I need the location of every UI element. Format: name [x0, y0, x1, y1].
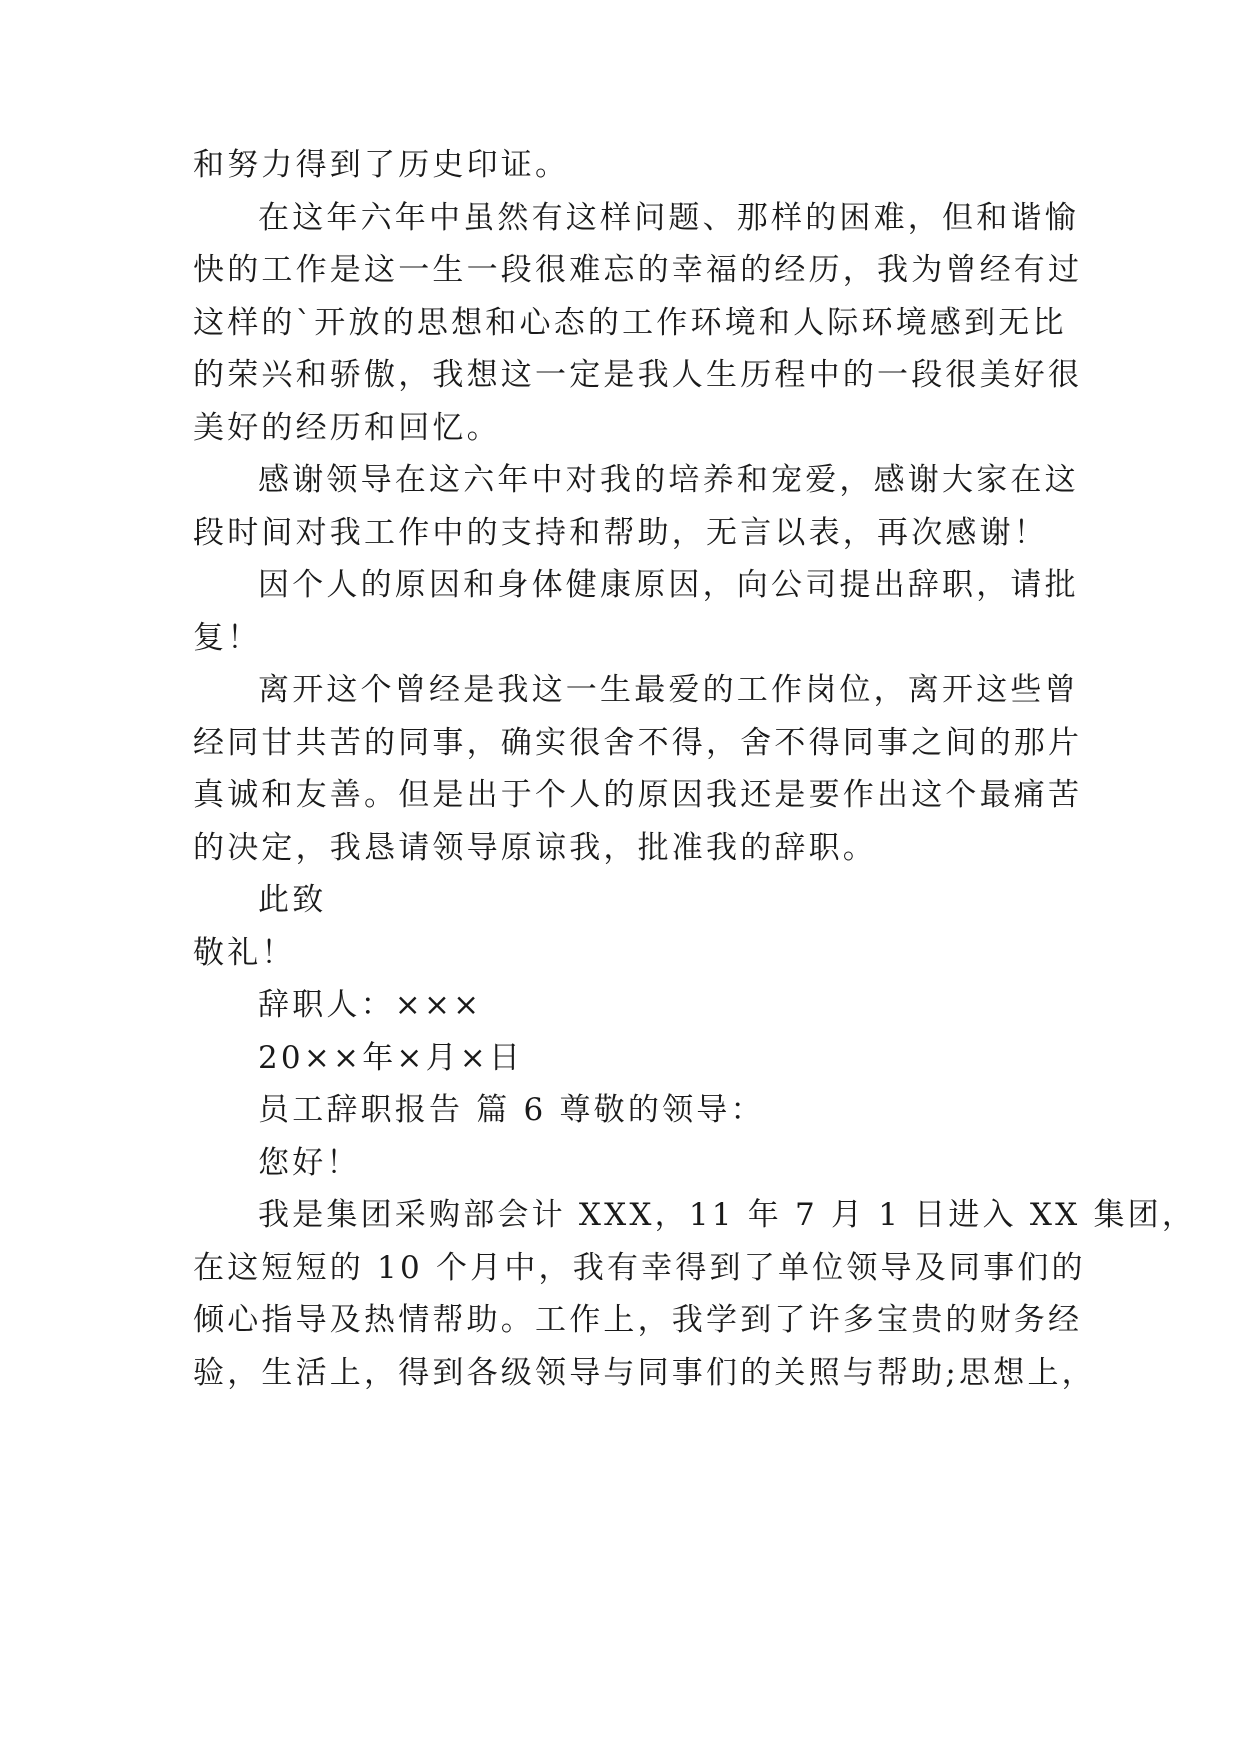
section-heading: 员工辞职报告 篇 6 尊敬的领导： [258, 1092, 765, 1128]
text-line: 在这短短的 10 个月中，我有幸得到了单位领导及同事们的 [193, 1250, 1086, 1286]
text-line: 快的工作是这一生一段很难忘的幸福的经历，我为曾经有过 [193, 252, 1083, 288]
text-line: 经同甘共苦的同事，确实很舍不得，舍不得同事之间的那片 [193, 725, 1083, 761]
text-line: 这样的`开放的思想和心态的工作环境和人际环境感到无比 [193, 305, 1067, 341]
greeting: 您好！ [258, 1145, 361, 1181]
signature-date: 20××年×月×日 [258, 1040, 524, 1076]
signature-name: 辞职人：××× [258, 987, 483, 1023]
text-line: 在这年六年中虽然有这样问题、那样的困难，但和谐愉 [258, 200, 1079, 236]
text-line: 我是集团采购部会计 XXX，11 年 7 月 1 日进入 XX 集团， [258, 1197, 1197, 1233]
text-line: 感谢领导在这六年中对我的培养和宠爱，感谢大家在这 [258, 462, 1079, 498]
text-line: 离开这个曾经是我这一生最爱的工作岗位，离开这些曾 [258, 672, 1079, 708]
text-line: 美好的经历和回忆。 [193, 410, 501, 446]
text-line: 段时间对我工作中的支持和帮助，无言以表，再次感谢！ [193, 515, 1048, 551]
closing-regards: 敬礼！ [193, 935, 296, 971]
closing-salutation: 此致 [258, 882, 327, 918]
text-line: 复！ [193, 620, 262, 656]
text-line: 的荣兴和骄傲，我想这一定是我人生历程中的一段很美好很 [193, 357, 1083, 393]
text-line: 真诚和友善。但是出于个人的原因我还是要作出这个最痛苦 [193, 777, 1083, 813]
text-line: 和努力得到了历史印证。 [193, 147, 570, 183]
text-line: 倾心指导及热情帮助。工作上，我学到了许多宝贵的财务经 [193, 1302, 1083, 1338]
text-line: 验，生活上，得到各级领导与同事们的关照与帮助;思想上， [193, 1355, 1096, 1391]
text-line: 的决定，我恳请领导原谅我，批准我的辞职。 [193, 830, 877, 866]
text-line: 因个人的原因和身体健康原因，向公司提出辞职，请批 [258, 567, 1079, 603]
